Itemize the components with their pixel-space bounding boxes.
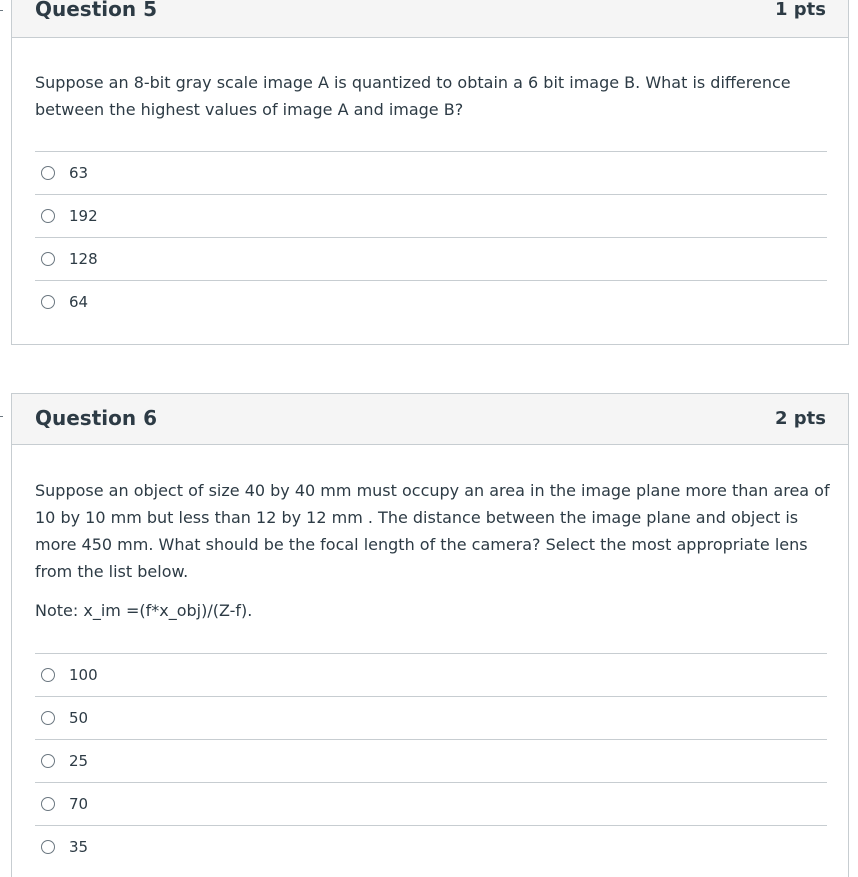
radio-button[interactable] xyxy=(41,209,55,223)
left-edge-mark xyxy=(0,10,3,11)
radio-button[interactable] xyxy=(41,840,55,854)
answer-option[interactable] xyxy=(35,237,827,280)
question-text xyxy=(35,69,835,123)
answer-label: 100 xyxy=(69,666,98,684)
question-body: Suppose an 8-bit gray scale image A is quantized to obtain a 6 bit image B. What is difference between the highest values of image A and image B? xyxy=(35,73,791,119)
radio-button[interactable] xyxy=(41,166,55,180)
question-title: Question 5 xyxy=(35,0,157,21)
answer-list xyxy=(35,151,827,323)
answer-label: 192 xyxy=(69,207,98,225)
answer-option[interactable] xyxy=(35,696,827,739)
answer-option[interactable] xyxy=(35,825,827,868)
question-5 xyxy=(11,0,849,345)
radio-button[interactable] xyxy=(41,711,55,725)
answer-label: 128 xyxy=(69,250,98,268)
question-6 xyxy=(11,393,849,877)
answer-option[interactable] xyxy=(35,653,827,696)
answer-list xyxy=(35,653,827,868)
answer-label: 70 xyxy=(69,795,89,813)
answer-label: 50 xyxy=(69,709,89,727)
radio-button[interactable] xyxy=(41,754,55,768)
question-text xyxy=(35,477,835,624)
answer-option[interactable] xyxy=(35,151,827,194)
question-header xyxy=(12,0,848,38)
radio-button[interactable] xyxy=(41,668,55,682)
answer-label: 63 xyxy=(69,164,89,182)
radio-button[interactable] xyxy=(41,295,55,309)
answer-option[interactable] xyxy=(35,782,827,825)
answer-label: 64 xyxy=(69,293,89,311)
answer-option[interactable] xyxy=(35,194,827,237)
radio-button[interactable] xyxy=(41,797,55,811)
answer-label: 25 xyxy=(69,752,89,770)
answer-option[interactable] xyxy=(35,280,827,323)
question-title: Question 6 xyxy=(35,406,157,430)
question-points: 1 pts xyxy=(775,0,826,20)
question-note: Note: x_im =(f*x_obj)/(Z-f). xyxy=(35,601,253,620)
question-body: Suppose an object of size 40 by 40 mm must occupy an area in the image plane more than area of 10 by 10 mm but less than 12 by 12 mm . The distance between the image plane and object is more 450 mm. What should be the focal length of the camera? Select the most appropriate lens from the list below. xyxy=(35,481,830,581)
question-points: 2 pts xyxy=(775,408,826,429)
question-header xyxy=(12,394,848,445)
answer-option[interactable] xyxy=(35,739,827,782)
radio-button[interactable] xyxy=(41,252,55,266)
answer-label: 35 xyxy=(69,838,89,856)
left-edge-mark xyxy=(0,416,3,417)
